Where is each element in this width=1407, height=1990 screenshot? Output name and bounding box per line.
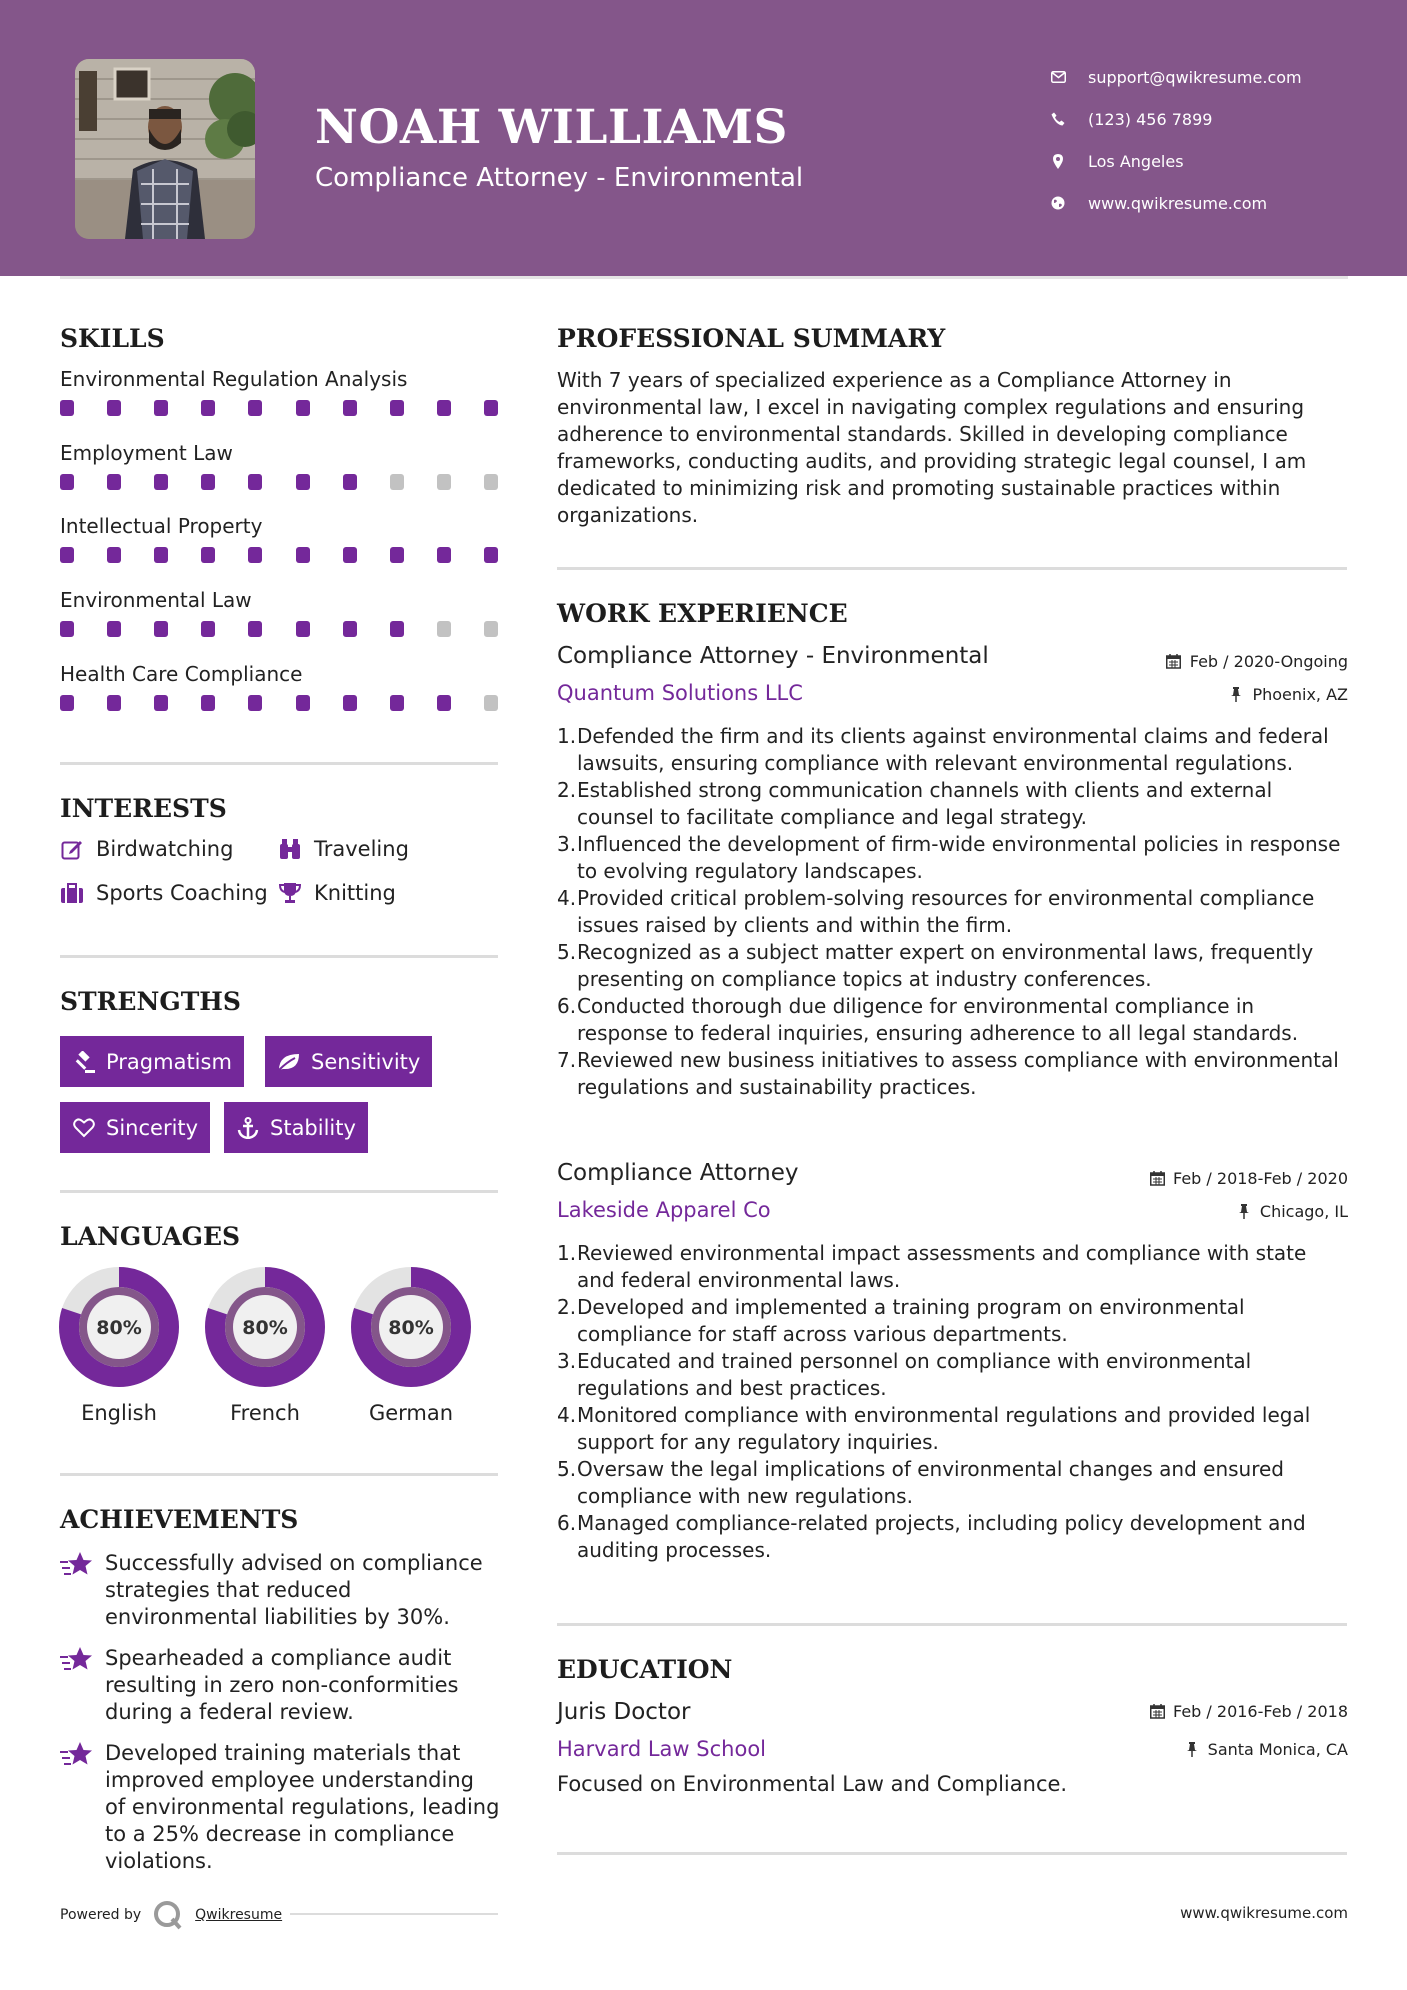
leaf-icon: [277, 1050, 301, 1074]
trophy-icon: [278, 881, 302, 905]
contact-email-text: support@qwikresume.com: [1088, 67, 1302, 87]
skill-item: [60, 514, 500, 563]
list-item: 7. Reviewed new business initiatives to assess compliance with environmental regulations and sustainability practices.: [557, 1048, 1339, 1099]
calendar-icon: [1149, 1704, 1165, 1720]
skill-dot-filled: [296, 621, 310, 637]
map-pin-icon: [1050, 153, 1066, 169]
interest-label: Traveling: [314, 837, 409, 861]
list-item: 5. Oversaw the legal implications of environmental changes and ensured compliance with new regulations.: [557, 1457, 1284, 1508]
skill-dot-filled: [343, 474, 357, 490]
skill-dot-filled: [390, 400, 404, 416]
experience-heading: WORK EXPERIENCE: [557, 599, 848, 628]
list-item: 3. Educated and trained personnel on compliance with environmental regulations and best practices.: [557, 1349, 1252, 1400]
candidate-title: Compliance Attorney - Environmental: [315, 163, 804, 193]
job-dates-text: Feb / 2020-Ongoing: [1189, 652, 1348, 671]
contact-location-text: Los Angeles: [1088, 151, 1184, 171]
summary-heading: PROFESSIONAL SUMMARY: [557, 324, 946, 353]
skill-dot-filled: [343, 547, 357, 563]
contact-website-text: www.qwikresume.com: [1088, 193, 1268, 213]
footer-url[interactable]: www.qwikresume.com: [1180, 1904, 1348, 1922]
section-divider: [60, 1473, 498, 1476]
job-dates-text: Feb / 2018-Feb / 2020: [1173, 1169, 1348, 1188]
phone-icon: [1050, 111, 1066, 127]
skill-dot-filled: [60, 400, 74, 416]
list-item: 4. Monitored compliance with environmental regulations and provided legal support for any regulatory inquiries.: [557, 1403, 1311, 1454]
languages-heading: LANGUAGES: [60, 1222, 241, 1251]
job-title: Compliance Attorney: [557, 1160, 799, 1186]
brand-link[interactable]: Qwikresume: [195, 1907, 283, 1923]
list-item: 3. Influenced the development of firm-wide environmental policies in response to evolving regulatory landscapes.: [557, 832, 1341, 883]
skill-rating: [60, 621, 498, 637]
strength-label: Stability: [270, 1115, 356, 1140]
language-name: English: [81, 1401, 157, 1425]
skill-dot-filled: [248, 547, 262, 563]
list-item: 4. Provided critical problem-solving resources for environmental compliance issues raised by clients and within the firm.: [557, 886, 1315, 937]
contact-email[interactable]: [1050, 56, 1302, 98]
skill-dot-filled: [343, 695, 357, 711]
list-item: 6. Conducted thorough due diligence for environmental compliance in response to federal inquiries, ensuring adherence to all legal standards.: [557, 994, 1299, 1045]
interest-label: Birdwatching: [96, 837, 234, 861]
skill-dot-filled: [343, 621, 357, 637]
strength-label: Pragmatism: [106, 1049, 232, 1074]
skill-dot-filled: [107, 474, 121, 490]
skill-dot-filled: [296, 695, 310, 711]
skill-dot-filled: [154, 621, 168, 637]
summary-text: With 7 years of specialized experience as a Compliance Attorney in environmental law, I excel in navigating complex regulations and ensuring adherence to environmental standards. Skilled in developing compliance frameworks, conducting audits, and providing strategic legal counsel, I am dedicated to minimizing risk and promoting sustainable practices within organizations.: [557, 368, 1307, 527]
footer-divider: [290, 1913, 498, 1915]
language-percent: 80%: [242, 1317, 288, 1339]
heart-icon: [72, 1116, 96, 1140]
footer-powered-by: [60, 1900, 282, 1930]
skill-dot-filled: [60, 695, 74, 711]
skill-dot-filled: [484, 400, 498, 416]
section-divider: [557, 567, 1347, 570]
job-location-text: Phoenix, AZ: [1252, 685, 1348, 704]
skill-item: [60, 662, 500, 711]
skill-dot-filled: [248, 621, 262, 637]
skill-dot-filled: [60, 621, 74, 637]
company-name: Lakeside Apparel Co: [557, 1198, 771, 1222]
contact-phone[interactable]: [1050, 98, 1302, 140]
skill-dot-filled: [248, 474, 262, 490]
language-ring: [57, 1265, 181, 1389]
list-item: 2. Developed and implemented a training program on environmental compliance for staff across various departments.: [557, 1295, 1245, 1346]
strengths-heading: STRENGTHS: [60, 987, 241, 1016]
skill-name: Employment Law: [60, 441, 233, 465]
pushpin-icon: [1236, 1204, 1252, 1220]
job-bullets: [557, 723, 1347, 1101]
contact-phone-text: (123) 456 7899: [1088, 109, 1213, 129]
strength-tag: [60, 1102, 210, 1153]
interest-item: [60, 837, 233, 861]
achievements-heading: ACHIEVEMENTS: [60, 1505, 299, 1534]
strength-tag: [265, 1036, 432, 1087]
skill-dot-filled: [107, 547, 121, 563]
achievement-text: Spearheaded a compliance audit resulting in zero non-conformities during a federal review.: [105, 1646, 459, 1724]
star-icon: [60, 1550, 94, 1580]
skill-dot-filled: [296, 400, 310, 416]
skill-dot-filled: [60, 474, 74, 490]
skill-dot-filled: [343, 400, 357, 416]
interests-heading: INTERESTS: [60, 794, 227, 823]
skill-item: [60, 441, 500, 490]
interest-item: [278, 837, 409, 861]
skill-name: Environmental Regulation Analysis: [60, 367, 408, 391]
skill-name: Environmental Law: [60, 588, 252, 612]
skill-dot-filled: [390, 695, 404, 711]
skill-dot-filled: [154, 474, 168, 490]
section-divider: [60, 1190, 498, 1193]
skill-dot-filled: [201, 621, 215, 637]
school-name: Harvard Law School: [557, 1737, 766, 1761]
skill-dot-filled: [437, 400, 451, 416]
section-divider: [557, 1623, 1347, 1626]
achievement-item: [60, 1645, 500, 1726]
skill-dot-filled: [437, 695, 451, 711]
anchor-icon: [236, 1116, 260, 1140]
language-ring: [203, 1265, 327, 1389]
skill-dot-filled: [484, 547, 498, 563]
skill-rating: [60, 695, 498, 711]
education-dates: [1149, 1702, 1348, 1721]
strength-tag: [60, 1036, 244, 1087]
skill-dot-empty: [484, 621, 498, 637]
job-dates: [1166, 652, 1348, 671]
qwikresume-logo-icon: [153, 1900, 183, 1930]
skill-dot-filled: [60, 547, 74, 563]
section-divider: [557, 1852, 1347, 1855]
language-item: [203, 1265, 327, 1425]
skill-dot-filled: [154, 695, 168, 711]
profile-photo: [75, 59, 255, 239]
interest-item: [60, 881, 268, 905]
pencil-square-icon: [60, 837, 84, 861]
candidate-name: NOAH WILLIAMS: [315, 100, 788, 155]
gavel-icon: [72, 1050, 96, 1074]
star-icon: [60, 1645, 94, 1675]
contact-list: [1050, 56, 1302, 224]
skill-dot-empty: [437, 621, 451, 637]
language-ring: [349, 1265, 473, 1389]
skill-dot-filled: [154, 547, 168, 563]
pushpin-icon: [1184, 1742, 1200, 1758]
education-location-text: Santa Monica, CA: [1207, 1740, 1348, 1759]
skill-dot-filled: [107, 621, 121, 637]
interest-label: Sports Coaching: [96, 881, 268, 905]
skill-dot-filled: [201, 400, 215, 416]
binoculars-icon: [278, 837, 302, 861]
list-item: 2. Established strong communication channels with clients and external counsel to facilitate compliance and legal strategy.: [557, 778, 1273, 829]
skill-dot-filled: [154, 400, 168, 416]
skill-dot-filled: [390, 547, 404, 563]
star-icon: [60, 1740, 94, 1770]
strength-tag: [224, 1102, 368, 1153]
globe-icon: [1050, 195, 1066, 211]
skill-dot-filled: [107, 695, 121, 711]
calendar-icon: [1166, 654, 1182, 670]
job-dates: [1149, 1169, 1348, 1188]
job-bullets: [557, 1240, 1347, 1564]
language-item: [349, 1265, 473, 1425]
list-item: 1. Reviewed environmental impact assessments and compliance with state and federal environmental laws.: [557, 1241, 1307, 1292]
skill-rating: [60, 547, 498, 563]
achievement-item: [60, 1740, 500, 1875]
contact-location: [1050, 140, 1302, 182]
job-location: [1228, 685, 1348, 704]
strength-label: Sensitivity: [311, 1049, 421, 1074]
envelope-icon: [1050, 69, 1066, 85]
skills-heading: SKILLS: [60, 324, 165, 353]
company-name: Quantum Solutions LLC: [557, 681, 803, 705]
language-item: [57, 1265, 181, 1425]
education-heading: EDUCATION: [557, 1655, 733, 1684]
list-item: 5. Recognized as a subject matter expert on environmental laws, frequently presenting on compliance topics at industry conferences.: [557, 940, 1314, 991]
skill-rating: [60, 474, 498, 490]
skill-item: [60, 588, 500, 637]
skill-dot-filled: [107, 400, 121, 416]
skill-name: Intellectual Property: [60, 514, 263, 538]
calendar-icon: [1149, 1171, 1165, 1187]
list-item: 6. Managed compliance-related projects, including policy development and auditing processes.: [557, 1511, 1306, 1562]
suitcase-icon: [60, 881, 84, 905]
powered-by-text: Powered by: [60, 1907, 142, 1923]
header-divider: [60, 276, 1348, 279]
language-name: German: [368, 1401, 454, 1425]
education-location: [1184, 1740, 1348, 1759]
pushpin-icon: [1228, 687, 1244, 703]
skill-dot-filled: [248, 695, 262, 711]
language-name: French: [230, 1401, 300, 1425]
strength-label: Sincerity: [106, 1115, 199, 1140]
skill-dot-empty: [484, 695, 498, 711]
skill-dot-filled: [248, 400, 262, 416]
achievement-item: [60, 1550, 500, 1631]
skill-dot-filled: [437, 547, 451, 563]
job-title: Compliance Attorney - Environmental: [557, 643, 989, 669]
job-location-text: Chicago, IL: [1259, 1202, 1348, 1221]
skill-dot-filled: [296, 474, 310, 490]
skill-dot-empty: [484, 474, 498, 490]
skill-dot-filled: [201, 474, 215, 490]
skill-item: [60, 367, 500, 416]
interest-item: [278, 881, 396, 905]
education-description: Focused on Environmental Law and Compliance.: [557, 1772, 1068, 1796]
skill-name: Health Care Compliance: [60, 662, 303, 686]
language-percent: 80%: [388, 1317, 434, 1339]
contact-website[interactable]: [1050, 182, 1302, 224]
language-percent: 80%: [96, 1317, 142, 1339]
section-divider: [60, 955, 498, 958]
skill-dot-filled: [390, 621, 404, 637]
skill-rating: [60, 400, 498, 416]
job-location: [1236, 1202, 1348, 1221]
education-dates-text: Feb / 2016-Feb / 2018: [1173, 1702, 1348, 1721]
skill-dot-empty: [390, 474, 404, 490]
section-divider: [60, 762, 498, 765]
degree-title: Juris Doctor: [557, 1699, 691, 1725]
skill-dot-empty: [437, 474, 451, 490]
interest-label: Knitting: [314, 881, 396, 905]
skill-dot-filled: [201, 547, 215, 563]
skill-dot-filled: [296, 547, 310, 563]
skill-dot-filled: [201, 695, 215, 711]
achievement-text: Developed training materials that improved employee understanding of environmental regulations, leading to a 25% decrease in compliance violations.: [105, 1741, 500, 1873]
achievement-text: Successfully advised on compliance strategies that reduced environmental liabilities by 30%.: [105, 1551, 483, 1629]
list-item: 1. Defended the firm and its clients against environmental claims and federal lawsuits, ensuring compliance with relevant environmental regulations.: [557, 724, 1329, 775]
